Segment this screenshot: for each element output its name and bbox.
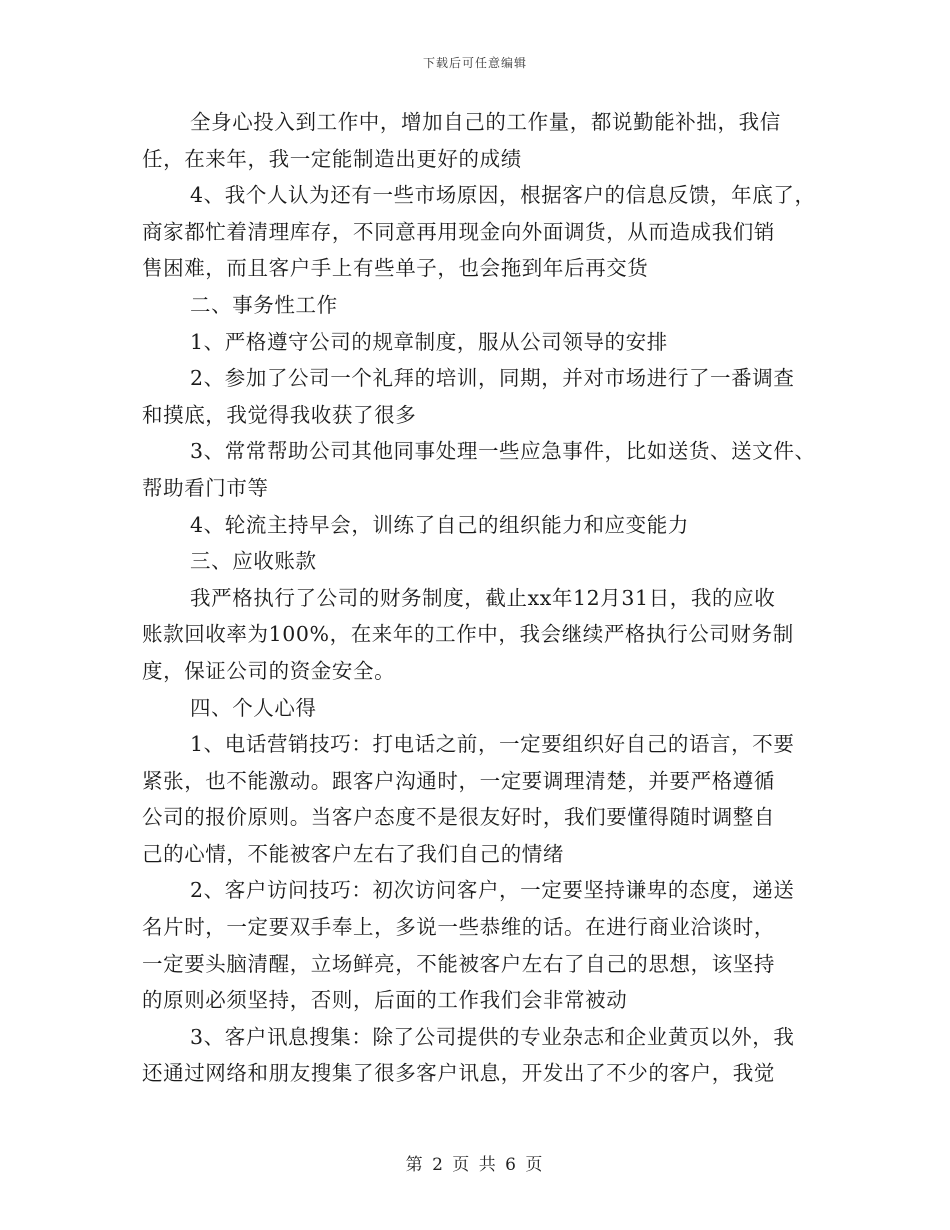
paragraph-line: 4、轮流主持早会，训练了自己的组织能力和应变能力 <box>190 512 689 537</box>
paragraph-line: 帮助看门市等 <box>142 475 269 500</box>
paragraph-line: 1、严格遵守公司的规章制度，服从公司领导的安排 <box>190 329 668 354</box>
page-header-note: 下载后可任意编辑 <box>422 56 527 70</box>
paragraph-line: 3、客户讯息搜集：除了公司提供的专业杂志和企业黄页以外，我 <box>190 1024 795 1049</box>
paragraph-line: 紧张，也不能激动。跟客户沟通时，一定要调理清楚，并要严格遵循 <box>142 768 775 793</box>
paragraph-line: 4、我个人认为还有一些市场原因，根据客户的信息反馈，年底了， <box>190 183 816 208</box>
paragraph-line: 己的心情，不能被客户左右了我们自己的情绪 <box>142 841 564 866</box>
paragraph-line: 任，在来年，我一定能制造出更好的成绩 <box>142 146 522 171</box>
paragraph-line: 商家都忙着清理库存，不同意再用现金向外面调货，从而造成我们销 <box>142 219 775 244</box>
paragraph-line: 和摸底，我觉得我收获了很多 <box>142 402 417 427</box>
paragraph-line: 名片时，一定要双手奉上，多说一些恭维的话。在进行商业洽谈时， <box>142 915 775 940</box>
page-footer-number: 第 2 页 共 6 页 <box>405 1155 545 1175</box>
document-body <box>142 104 822 1092</box>
paragraph-line: 我严格执行了公司的财务制度，截止xx年12月31日，我的应收 <box>190 585 776 610</box>
paragraph-line: 2、客户访问技巧：初次访问客户，一定要坚持谦卑的态度，递送 <box>190 878 795 903</box>
paragraph-line: 1、电话营销技巧：打电话之前，一定要组织好自己的语言，不要 <box>190 732 795 757</box>
paragraph-line: 三、应收账款 <box>190 549 317 574</box>
paragraph-line: 公司的报价原则。当客户态度不是很友好时，我们要懂得随时调整自 <box>142 805 775 830</box>
paragraph-line: 还通过网络和朋友搜集了很多客户讯息，开发出了不少的客户，我觉 <box>142 1061 775 1086</box>
paragraph-line: 度，保证公司的资金安全。 <box>142 658 396 683</box>
paragraph-line: 2、参加了公司一个礼拜的培训，同期，并对市场进行了一番调查 <box>190 366 795 391</box>
paragraph-line: 账款回收率为100%，在来年的工作中，我会继续严格执行公司财务制 <box>142 622 794 647</box>
paragraph-line: 的原则必须坚持，否则，后面的工作我们会非常被动 <box>142 988 628 1013</box>
paragraph-line: 3、常常帮助公司其他同事处理一些应急事件，比如送货、送文件、 <box>190 439 816 464</box>
paragraph-line: 一定要头脑清醒，立场鲜亮，不能被客户左右了自己的思想，该坚持 <box>142 951 775 976</box>
paragraph-line: 售困难，而且客户手上有些单子，也会拖到年后再交货 <box>142 256 649 281</box>
paragraph-line: 二、事务性工作 <box>190 292 338 317</box>
paragraph-line: 四、个人心得 <box>190 695 317 720</box>
paragraph-line: 全身心投入到工作中，增加自己的工作量，都说勤能补拙，我信 <box>190 110 781 134</box>
